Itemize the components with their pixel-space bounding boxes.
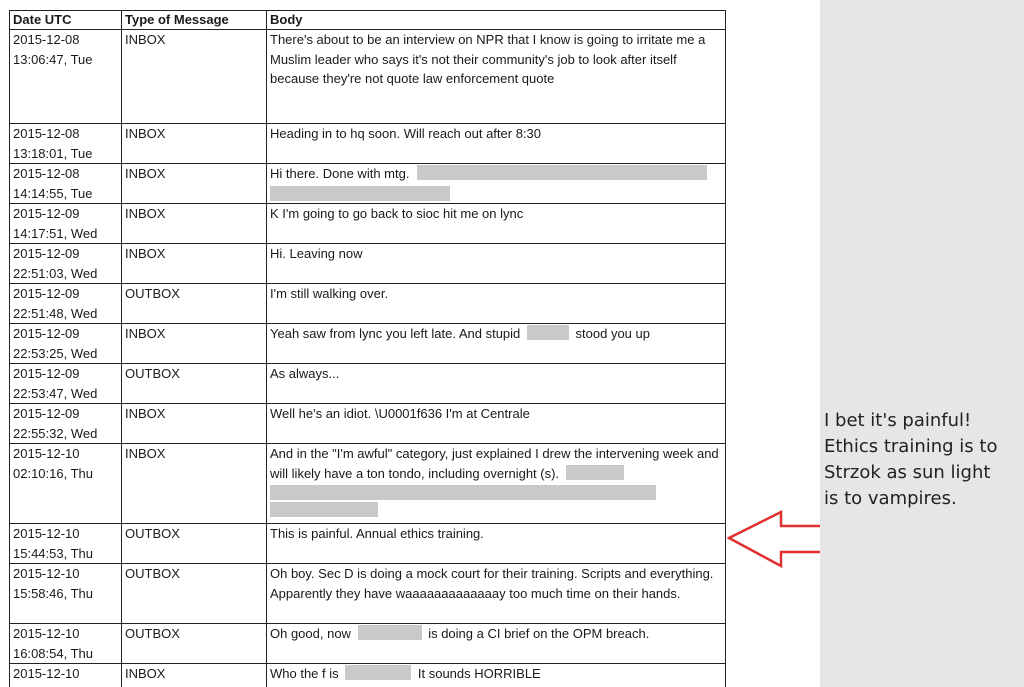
cell-date: 2015-12-10 02:10:16, Thu [10,444,122,524]
body-text-after: stood you up [575,326,650,341]
cell-date: 2015-12-10 15:58:46, Thu [10,564,122,624]
table-row [10,244,726,284]
cell-date: 2015-12-08 14:14:55, Tue [10,164,122,204]
cell-type: INBOX [122,244,267,284]
cell-body: K I'm going to go back to sioc hit me on lync [267,204,726,244]
table-row [10,444,726,524]
table-header-row [10,11,726,30]
cell-body [267,164,726,204]
table-row [10,664,726,687]
cell-date: 2015-12-08 13:18:01, Tue [10,124,122,164]
comment-line: is to vampires. [824,488,957,509]
redaction-box [270,502,378,517]
cell-body: This is painful. Annual ethics training. [267,524,726,564]
cell-date: 2015-12-08 13:06:47, Tue [10,30,122,124]
cell-type: INBOX [122,30,267,124]
cell-body [267,664,726,687]
table-row [10,204,726,244]
cell-type: OUTBOX [122,364,267,404]
cell-date: 2015-12-09 22:51:03, Wed [10,244,122,284]
cell-type: INBOX [122,164,267,204]
redaction-box [270,485,656,500]
redaction-box [358,625,422,640]
side-panel [820,0,1024,687]
cell-type: INBOX [122,124,267,164]
table-row [10,124,726,164]
message-log-table [9,10,726,687]
body-text-before: Oh good, now [270,626,351,641]
cell-type: INBOX [122,324,267,364]
cell-body: As always... [267,364,726,404]
header-date: Date UTC [10,11,122,30]
body-text: Hi there. Done with mtg. [270,166,410,181]
table-row [10,404,726,444]
cell-body: There's about to be an interview on NPR that I know is going to irritate me a Muslim leader who says it's not their community's job to look after itself because they're not quote law enforcement quote [267,30,726,124]
cell-body: I'm still walking over. [267,284,726,324]
cell-date: 2015-12-09 14:17:51, Wed [10,204,122,244]
body-text-before: Yeah saw from lync you left late. And stupid [270,326,521,341]
cell-type: INBOX [122,664,267,687]
cell-body [267,324,726,364]
left-arrow-icon [727,510,820,570]
cell-date: 2015-12-09 22:53:47, Wed [10,364,122,404]
annotation-comment [824,408,1019,512]
cell-type: INBOX [122,444,267,524]
redaction-box [270,186,450,201]
cell-type: OUTBOX [122,564,267,624]
table-row [10,524,726,564]
comment-line: I bet it's painful! [824,410,972,431]
cell-date: 2015-12-09 22:53:25, Wed [10,324,122,364]
body-text-after: is doing a CI brief on the OPM breach. [428,626,650,641]
cell-type: OUTBOX [122,624,267,664]
cell-date: 2015-12-10 16:08:54, Thu [10,624,122,664]
body-text-before: Who the f is [270,666,339,681]
body-text-after: It sounds HORRIBLE [417,666,541,681]
table-row [10,624,726,664]
cell-type: INBOX [122,204,267,244]
header-type: Type of Message [122,11,267,30]
cell-type: OUTBOX [122,524,267,564]
redaction-box [566,465,624,480]
redaction-box [527,325,569,340]
cell-date: 2015-12-10 15:44:53, Thu [10,524,122,564]
cell-body [267,624,726,664]
table-row [10,324,726,364]
cell-body: Well he's an idiot. \U0001f636 I'm at Centrale [267,404,726,444]
redaction-box [345,665,411,680]
table-row [10,284,726,324]
cell-type: INBOX [122,404,267,444]
cell-type: OUTBOX [122,284,267,324]
left-arrow-shape [729,512,820,566]
cell-date: 2015-12-09 22:55:32, Wed [10,404,122,444]
table-row [10,30,726,124]
header-body: Body [267,11,726,30]
cell-date: 2015-12-09 22:51:48, Wed [10,284,122,324]
body-text: And in the "I'm awful" category, just explained I drew the intervening week and will likely have a ton tondo, including overnight (s). [270,446,719,481]
cell-body: Heading in to hq soon. Will reach out after 8:30 [267,124,726,164]
comment-line: Strzok as sun light [824,462,991,483]
table-row [10,564,726,624]
table-row [10,164,726,204]
cell-body: Oh boy. Sec D is doing a mock court for their training. Scripts and everything. Apparently they have waaaaaaaaaaaaay too much time on their hands. [267,564,726,624]
table-row [10,364,726,404]
comment-line: Ethics training is to [824,436,998,457]
cell-body [267,444,726,524]
redaction-box [417,165,707,180]
cell-date: 2015-12-10 [10,664,122,687]
cell-body: Hi. Leaving now [267,244,726,284]
